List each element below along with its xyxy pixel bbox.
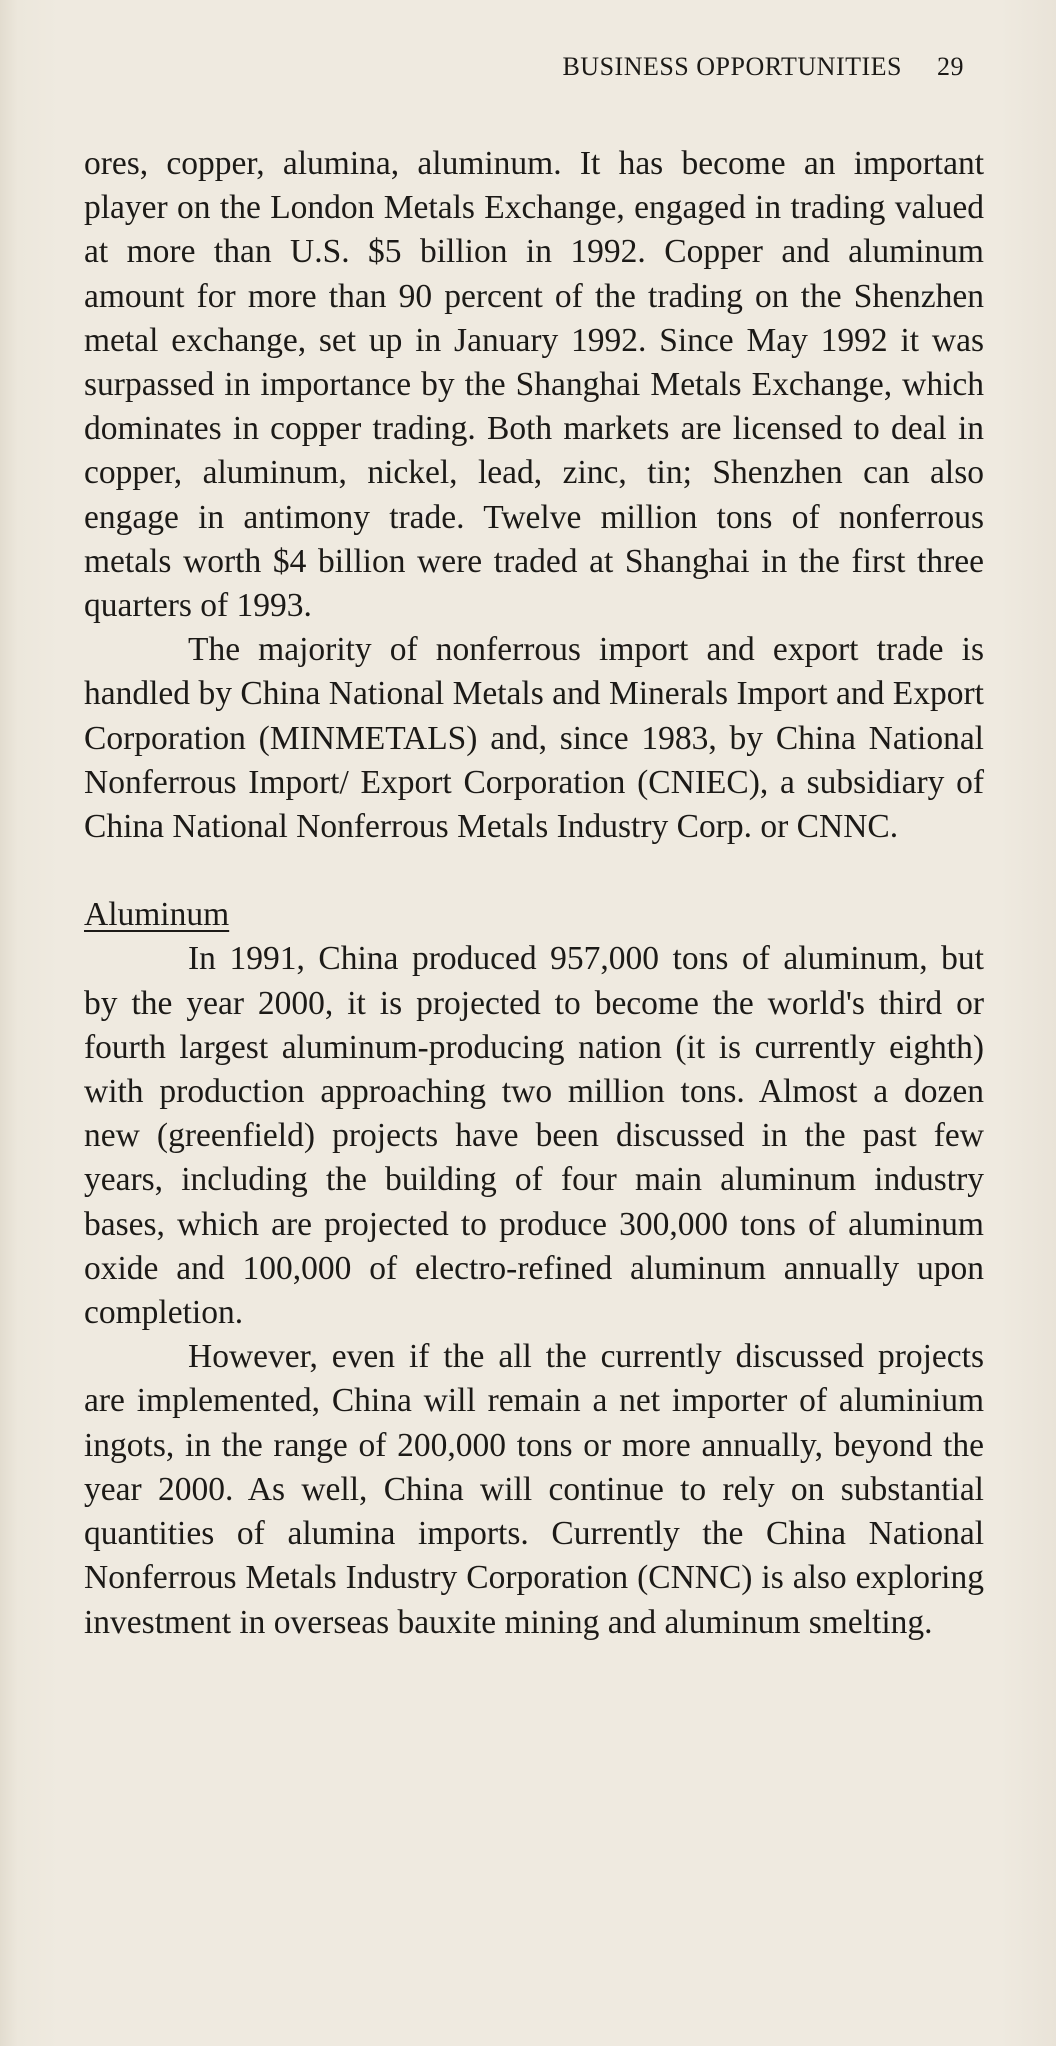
paragraph: ores, copper, alumina, aluminum. It has become an important player on the London Metals Exchange, engaged in trading valued at more than U.S. $5 billion in 1992. Copper and aluminum amount for more than 90 percent of the trading on the Shenzhen metal exchange, set up in January 1992. Since May 1992 it was surpassed in importance by the Shanghai Metals Exchange, which dominates in copper trading. Both markets are licensed to deal in copper, aluminum, nickel, lead, zinc, tin; Shenzhen can also engage in antimony trade. Twelve million tons of nonferrous metals worth $4 billion were traded at Shanghai in the first three quarters of 1993.	[84, 145, 984, 625]
running-title: BUSINESS OPPORTUNITIES	[562, 52, 902, 81]
page-number: 29	[937, 52, 964, 81]
running-head	[562, 52, 964, 82]
paragraph: However, even if the all the currently discussed projects are implemented, China will remain a net importer of aluminium ingots, in the range of 200,000 tons or more annually, beyond the year 2000. As well, China will continue to rely on substantial quantities of alumina imports. Currently the China National Nonferrous Metals Industry Corporation (CNNC) is also exploring investment in overseas bauxite mining and aluminum smelting.	[84, 1338, 984, 1641]
paragraph: In 1991, China produced 957,000 tons of aluminum, but by the year 2000, it is projected to become the world's third or fourth largest aluminum-producing nation (it is currently eighth) with production approaching two million tons. Almost a dozen new (greenfield) projects have been discussed in the past few years, including the building of four main aluminum industry bases, which are projected to produce 300,000 tons of aluminum oxide and 100,000 of electro-refined aluminum annually upon completion.	[84, 940, 984, 1332]
paragraph: The majority of nonferrous import and export trade is handled by China National Metals and Minerals Import and Export Corporation (MINMETALS) and, since 1983, by China National Nonferrous Import/ Export Corporation (CNIEC), a subsidiary of China National Nonferrous Metals Industry Corp. or CNNC.	[84, 631, 984, 846]
section-spacer	[84, 849, 984, 893]
body-text	[84, 142, 984, 1645]
section-heading: Aluminum	[84, 896, 230, 934]
